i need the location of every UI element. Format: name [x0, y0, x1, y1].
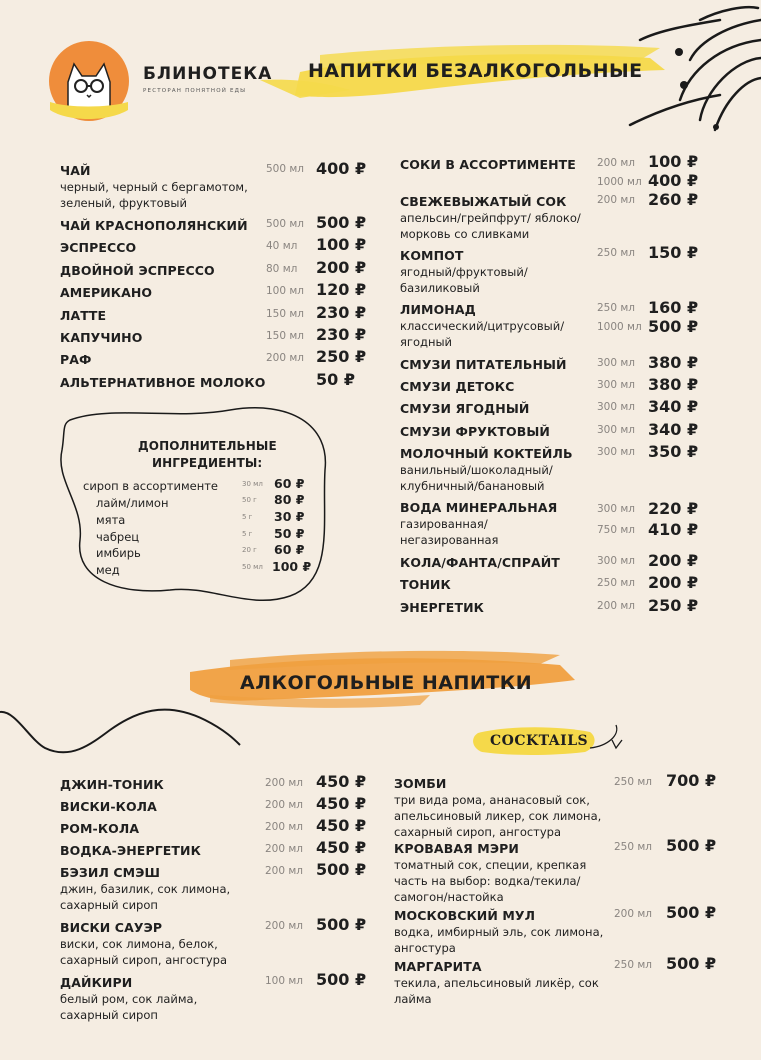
curvy-line-decoration — [0, 710, 240, 753]
menu-item-name: СМУЗИ ПИТАТЕЛЬНЫЙ — [400, 357, 567, 372]
menu-item-volume: 200 мл — [265, 865, 304, 877]
menu-item-name: ТОНИК — [400, 577, 451, 592]
menu-item-volume: 200 мл — [614, 908, 653, 920]
extras-item-name: мята — [96, 513, 126, 527]
menu-item-volume: 300 мл — [597, 555, 636, 567]
extras-title-line1: ДОПОЛНИТЕЛЬНЫЕ — [138, 439, 277, 453]
menu-item-name: ВИСКИ-КОЛА — [60, 799, 157, 814]
menu-item-volume: 250 мл — [597, 247, 636, 259]
menu-item-name: МОЛОЧНЫЙ КОКТЕЙЛЬ — [400, 446, 573, 461]
menu-item-name: ЛАТТЕ — [60, 308, 107, 323]
menu-item-volume: 200 мл — [597, 157, 636, 169]
arrow-decoration — [590, 725, 617, 748]
extras-item-price: 80 ₽ — [274, 492, 305, 507]
menu-item-name: ЧАЙ — [60, 163, 91, 178]
extras-item-price: 60 ₽ — [274, 542, 305, 557]
menu-item-price: 200 ₽ — [316, 258, 367, 277]
menu-item-desc: апельсин/грейпфрут/ яблоко/морковь со сливками — [400, 211, 581, 241]
menu-item-name: РОМ-КОЛА — [60, 821, 140, 836]
menu-item-name: ДЖИН-ТОНИК — [60, 777, 164, 792]
extras-item-volume: 50 мл — [242, 563, 263, 571]
menu-item-price: 500 ₽ — [316, 213, 367, 232]
menu-item-price: 260 ₽ — [648, 190, 699, 209]
menu-item-name: КАПУЧИНО — [60, 330, 143, 345]
menu-item-desc: томатный сок, специи, крепкая часть на выбор: водка/текила/самогон/настойка — [394, 858, 587, 904]
menu-item-price: 450 ₽ — [316, 838, 367, 857]
menu-item-price: 200 ₽ — [648, 573, 699, 592]
extras-item-name: чабрец — [96, 530, 140, 544]
menu-item-price: 200 ₽ — [648, 551, 699, 570]
menu-item-name: РАФ — [60, 352, 92, 367]
extras-item-volume: 30 мл — [242, 480, 263, 488]
menu-item-volume: 200 мл — [265, 777, 304, 789]
menu-item-name: ВОДКА-ЭНЕРГЕТИК — [60, 843, 201, 858]
menu-item-name: ЭНЕРГЕТИК — [400, 600, 484, 615]
extras-item-name: мед — [96, 563, 120, 577]
menu-item-price: 450 ₽ — [316, 816, 367, 835]
menu-item-volume-2: 750 мл — [597, 524, 636, 536]
menu-item-volume: 300 мл — [597, 357, 636, 369]
menu-item-volume: 200 мл — [265, 799, 304, 811]
menu-item-desc: виски, сок лимона, белок, сахарный сироп, ангостура — [60, 937, 228, 967]
menu-item-volume: 250 мл — [614, 841, 653, 853]
extras-item-volume: 50 г — [242, 496, 257, 504]
menu-item-volume: 300 мл — [597, 446, 636, 458]
menu-item-name: ЭСПРЕССО — [60, 240, 137, 255]
menu-item-name: ЧАЙ КРАСНОПОЛЯНСКИЙ — [60, 218, 248, 233]
menu-item-name: МОСКОВСКИЙ МУЛ — [394, 908, 536, 923]
menu-item-price: 500 ₽ — [666, 836, 717, 855]
extras-item-volume: 20 г — [242, 546, 257, 554]
logo-badge — [48, 40, 130, 122]
menu-item-volume: 300 мл — [597, 424, 636, 436]
menu-item-volume: 300 мл — [597, 379, 636, 391]
menu-item-desc: ванильный/шоколадный/ клубничный/банановый — [400, 463, 553, 493]
menu-item-desc: три вида рома, ананасовый сок, апельсиновый ликер, сок лимона, сахарный сироп, ангостура — [394, 793, 602, 839]
brand-subtitle: РЕСТОРАН ПОНЯТНОЙ ЕДЫ — [143, 88, 247, 94]
menu-item-volume: 250 мл — [597, 302, 636, 314]
menu-item-desc: ягодный/фруктовый/ базиликовый — [400, 265, 528, 295]
menu-item-volume: 250 мл — [614, 959, 653, 971]
menu-item-volume: 100 мл — [265, 975, 304, 987]
menu-item-volume: 200 мл — [597, 600, 636, 612]
menu-item-price: 250 ₽ — [648, 596, 699, 615]
menu-item-name: СМУЗИ ЯГОДНЫЙ — [400, 401, 530, 416]
menu-item-volume: 250 мл — [614, 776, 653, 788]
menu-item-desc: классический/цитрусовый/ ягодный — [400, 319, 565, 349]
menu-item-price: 700 ₽ — [666, 771, 717, 790]
menu-item-price: 350 ₽ — [648, 442, 699, 461]
menu-item-name: АМЕРИКАНО — [60, 285, 153, 300]
extras-item-price: 30 ₽ — [274, 509, 305, 524]
menu-item-name: ВОДА МИНЕРАЛЬНАЯ — [400, 500, 558, 515]
menu-item-name: АЛЬТЕРНАТИВНОЕ МОЛОКО — [60, 375, 266, 390]
menu-item-volume: 100 мл — [266, 285, 305, 297]
menu-item-price: 150 ₽ — [648, 243, 699, 262]
menu-item-name: МАРГАРИТА — [394, 959, 482, 974]
cocktails-label: COCKTAILS — [490, 733, 589, 749]
extras-item-volume: 5 г — [242, 513, 253, 521]
menu-item-name: КРОВАВАЯ МЭРИ — [394, 841, 519, 856]
menu-item-price: 160 ₽ — [648, 298, 699, 317]
menu-item-name: СМУЗИ ДЕТОКС — [400, 379, 515, 394]
menu-item-price: 250 ₽ — [316, 347, 367, 366]
menu-item-volume: 200 мл — [265, 843, 304, 855]
menu-item-price-2: 500 ₽ — [648, 317, 699, 336]
menu-item-name: СОКИ В АССОРТИМЕНТЕ — [400, 157, 576, 172]
extras-item-name: лайм/лимон — [96, 496, 169, 510]
menu-item-price: 500 ₽ — [316, 860, 367, 879]
menu-item-price: 450 ₽ — [316, 772, 367, 791]
menu-item-price: 340 ₽ — [648, 420, 699, 439]
extras-item-name: сироп в ассортименте — [83, 479, 218, 493]
menu-item-name: ЛИМОНАД — [400, 302, 476, 317]
extras-item-price: 60 ₽ — [274, 476, 305, 491]
menu-item-price: 500 ₽ — [316, 915, 367, 934]
menu-item-volume: 200 мл — [265, 920, 304, 932]
menu-item-name: ЗОМБИ — [394, 776, 447, 791]
menu-item-volume: 150 мл — [266, 308, 305, 320]
cat-logo-icon — [48, 40, 130, 122]
menu-item-price: 230 ₽ — [316, 325, 367, 344]
extras-item-volume: 5 г — [242, 530, 253, 538]
menu-item-volume-2: 1000 мл — [597, 176, 642, 188]
menu-item-volume: 500 мл — [266, 163, 305, 175]
menu-item-name: ДАЙКИРИ — [60, 975, 133, 990]
menu-item-name: СМУЗИ ФРУКТОВЫЙ — [400, 424, 550, 439]
menu-item-volume: 80 мл — [266, 263, 298, 275]
menu-item-volume: 300 мл — [597, 503, 636, 515]
menu-item-volume: 250 мл — [597, 577, 636, 589]
menu-item-name: БЭЗИЛ СМЭШ — [60, 865, 161, 880]
menu-item-price: 50 ₽ — [316, 370, 355, 389]
menu-item-volume: 300 мл — [597, 401, 636, 413]
menu-item-volume: 150 мл — [266, 330, 305, 342]
menu-item-price-2: 410 ₽ — [648, 520, 699, 539]
menu-item-volume: 200 мл — [597, 194, 636, 206]
menu-item-price: 500 ₽ — [666, 903, 717, 922]
menu-item-desc: белый ром, сок лайма, сахарный сироп — [60, 992, 198, 1022]
extras-title-line2: ИНГРЕДИЕНТЫ: — [152, 456, 263, 470]
menu-item-desc: газированная/ негазированная — [400, 517, 499, 547]
extras-item-price: 50 ₽ — [274, 526, 305, 541]
menu-item-price: 450 ₽ — [316, 794, 367, 813]
menu-item-name: КОМПОТ — [400, 248, 464, 263]
soft-drinks-title: НАПИТКИ БЕЗАЛКОГОЛЬНЫЕ — [308, 60, 643, 82]
menu-item-name: ВИСКИ САУЭР — [60, 920, 163, 935]
menu-item-volume: 500 мл — [266, 218, 305, 230]
menu-item-price-2: 400 ₽ — [648, 171, 699, 190]
menu-item-price: 100 ₽ — [316, 235, 367, 254]
menu-item-price: 380 ₽ — [648, 375, 699, 394]
menu-item-price: 220 ₽ — [648, 499, 699, 518]
menu-item-price: 100 ₽ — [648, 152, 699, 171]
extras-item-name: имбирь — [96, 546, 141, 560]
menu-item-desc: текила, апельсиновый ликёр, сок лайма — [394, 976, 599, 1006]
menu-item-name: ДВОЙНОЙ ЭСПРЕССО — [60, 263, 215, 278]
menu-item-volume: 200 мл — [265, 821, 304, 833]
menu-item-name: СВЕЖЕВЫЖАТЫЙ СОК — [400, 194, 567, 209]
menu-item-volume-2: 1000 мл — [597, 321, 642, 333]
alcohol-drinks-title: АЛКОГОЛЬНЫЕ НАПИТКИ — [240, 672, 533, 694]
menu-item-price: 120 ₽ — [316, 280, 367, 299]
extras-item-price: 100 ₽ — [272, 559, 312, 574]
menu-item-price: 500 ₽ — [316, 970, 367, 989]
menu-item-price: 380 ₽ — [648, 353, 699, 372]
menu-item-desc: водка, имбирный эль, сок лимона, ангостура — [394, 925, 604, 955]
menu-item-name: КОЛА/ФАНТА/СПРАЙТ — [400, 555, 560, 570]
menu-item-price: 340 ₽ — [648, 397, 699, 416]
menu-item-desc: джин, базилик, сок лимона, сахарный сироп — [60, 882, 231, 912]
menu-item-price: 400 ₽ — [316, 159, 367, 178]
menu-item-volume: 40 мл — [266, 240, 298, 252]
menu-item-price: 500 ₽ — [666, 954, 717, 973]
menu-item-price: 230 ₽ — [316, 303, 367, 322]
brand-name: БЛИНОТЕКА — [143, 64, 273, 84]
menu-item-volume: 200 мл — [266, 352, 305, 364]
menu-item-desc: черный, черный с бергамотом, зеленый, фруктовый — [60, 180, 248, 210]
